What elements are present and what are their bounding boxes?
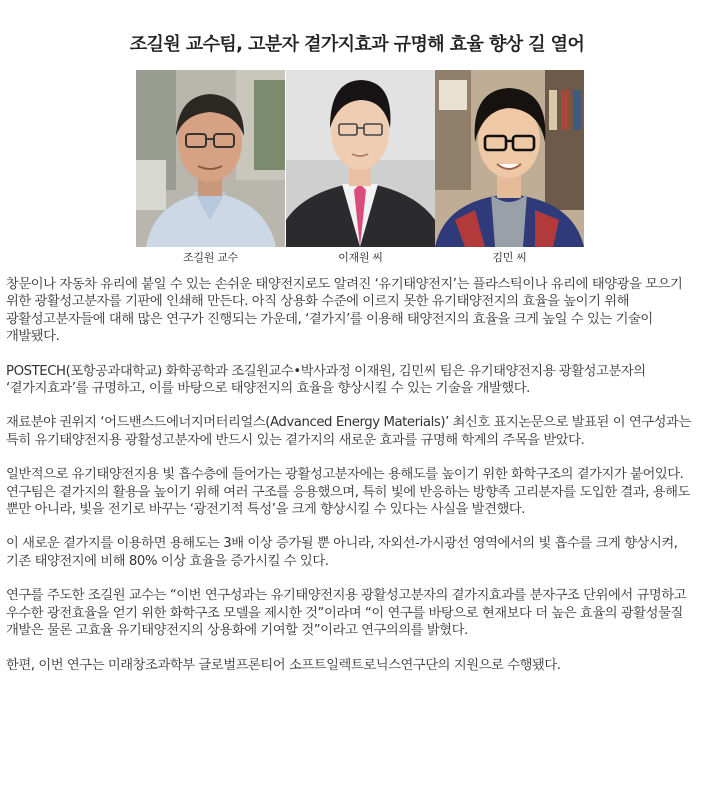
photo-caption-kim-min: 김민 씨	[492, 251, 527, 264]
portrait-photo-professor	[136, 70, 285, 247]
article-paragraph: 일반적으로 유기태양전지용 빛 흡수층에 들어가는 광활성고분자에는 용해도를 높이기 위한 화학구조의 곁가지가 붙어있다. 연구팀은 곁가지의 활용을 높이기 위해 여러 구조를 응용했으며, 특히 빛에 반응하는 방향족 고리분자를 도입한 결과, 용해도 뿐만 아니라, 빛을 전기로 바꾸는 ‘광전기적 특성’을 크게 향상시킬 수 있다는 사실을 발견했다.	[6, 467, 690, 518]
article-paragraph: 연구를 주도한 조길원 교수는 “이번 연구성과는 유기태양전지용 광활성고분자의 곁가지효과를 분자구조 단위에서 규명하고 우수한 광전효율을 얻기 위한 화학구조 모델을 제시한 것”이라며 “이 연구를 바탕으로 현재보다 더 높은 효율의 광활성물질 개발은 물론 고효율 유기태양전지의 상용화에 기여할 것”이라고 연구의의를 밝혔다.	[6, 588, 687, 639]
article-body	[6, 276, 706, 691]
article-paragraph: 창문이나 자동차 유리에 붙일 수 있는 손쉬운 태양전지로도 알려진 ‘유기태양전지’는 플라스틱이나 유리에 태양광을 모으기 위한 광활성고분자를 기판에 인쇄해 만든다. 아직 상용화 수준에 이르지 못한 유기태양전지의 효율을 높이기 위해 광활성고분자들에 대해 많은 연구가 진행되는 가운데, ‘곁가지’를 이용해 태양전지의 효율을 크게 높일 수 있는 기술이 개발됐다.	[6, 277, 683, 345]
article-paragraph: 이 새로운 곁가지를 이용하면 용해도는 3배 이상 증가될 뿐 아니라, 자외선-가시광선 영역에서의 빛 흡수를 크게 향상시켜, 기존 태양전지에 비해 80% 이상 효율을 증가시킬 수 있다.	[6, 536, 678, 569]
article-paragraph: 재료분야 권위지 ‘어드밴스드에너지머터리얼스(Advanced Energy Materials)’ 최신호 표지논문으로 발표된 이 연구성과는 특히 유기태양전지용 광활성고분자에 반드시 있는 곁가지의 새로운 효과를 규명해 학계의 주목을 받았다.	[6, 415, 691, 448]
article-paragraph: 한편, 이번 연구는 미래창조과학부 글로벌프론티어 소프트일렉트로닉스연구단의 지원으로 수행됐다.	[6, 657, 561, 673]
photo-caption-lee-jaewon: 이재원 씨	[338, 251, 383, 264]
portrait-photo-kim-min	[435, 70, 584, 247]
portrait-photo-lee-jaewon	[286, 70, 435, 247]
article-paragraph: POSTECH(포항공과대학교) 화학공학과 조길원교수•박사과정 이재원, 김민씨 팀은 유기태양전지용 광활성고분자의 ‘곁가지효과’를 규명하고, 이를 바탕으로 태양전지의 효율을 향상시킬 수 있는 기술을 개발했다.	[6, 363, 646, 397]
article-title: 조길원 교수팀, 고분자 곁가지효과 규명해 효율 향상 길 열어	[129, 34, 585, 55]
photo-caption-professor: 조길원 교수	[183, 251, 238, 264]
